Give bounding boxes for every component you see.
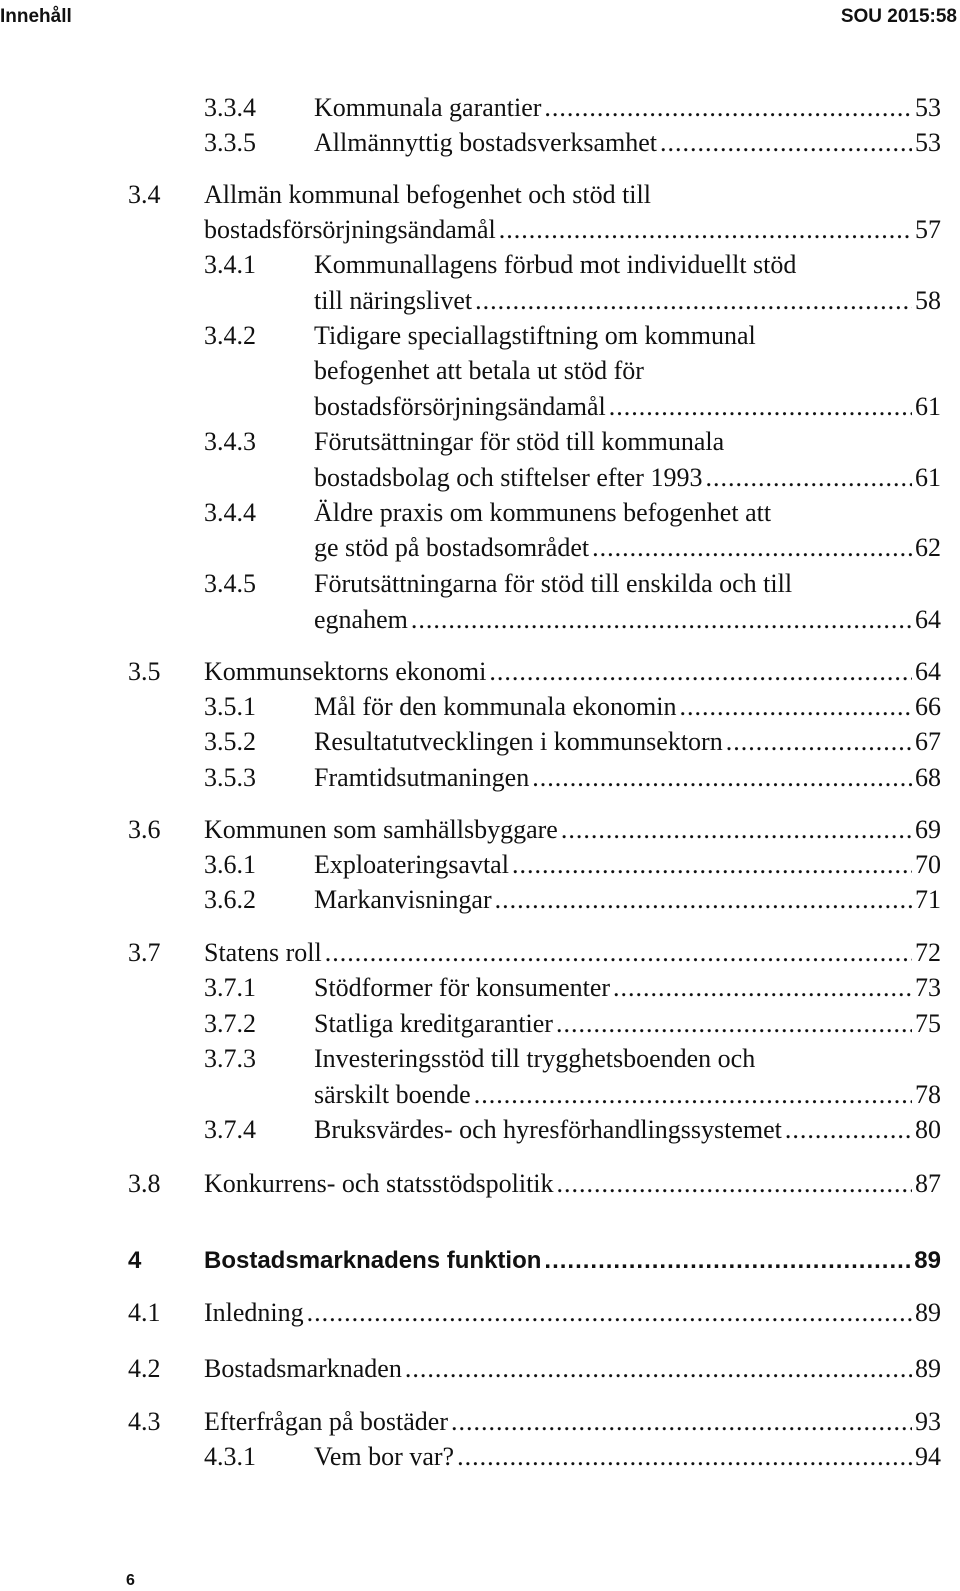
dot-leader	[705, 460, 912, 495]
toc-entry-dotted-line	[314, 1439, 941, 1474]
toc-entry-dotted-line	[314, 460, 941, 495]
dot-leader	[544, 1243, 911, 1278]
toc-entry-title: Markanvisningar	[314, 885, 492, 914]
toc-entry-title: Kommunen som samhällsbyggare	[204, 815, 558, 844]
toc-entry-number: 3.3.4	[204, 93, 256, 122]
toc-entry-title-line: Kommunallagens förbud mot individuellt stöd	[314, 250, 797, 279]
toc-entry-dotted-line	[314, 882, 941, 917]
toc-entry-page: 66	[915, 692, 941, 721]
toc-entry-title: Bostadsmarknaden	[204, 1354, 402, 1383]
toc-entry-page: 73	[915, 973, 941, 1002]
toc-entry-number: 3.7.3	[204, 1044, 256, 1073]
toc-entry-page: 78	[915, 1080, 941, 1109]
toc-entry-page: 64	[915, 657, 941, 686]
toc-entry-number: 3.7.4	[204, 1115, 256, 1144]
dot-leader	[489, 654, 912, 689]
dot-leader	[557, 1166, 912, 1201]
dot-leader	[609, 389, 912, 424]
toc-entry-number: 3.4.5	[204, 569, 256, 598]
toc-entry-page: 89	[915, 1354, 941, 1383]
dot-leader	[405, 1351, 912, 1386]
toc-entry-number: 4.3	[128, 1407, 161, 1436]
toc-entry-title: Kommunsektorns ekonomi	[204, 657, 487, 686]
toc-entry-page: 94	[915, 1442, 941, 1471]
toc-entry-title-line: Investeringsstöd till trygghetsboenden och	[314, 1044, 756, 1073]
dot-leader	[785, 1112, 912, 1147]
dot-leader	[307, 1295, 912, 1330]
page-number: 6	[126, 1572, 135, 1589]
toc-entry-page: 93	[915, 1407, 941, 1436]
toc-entry-dotted-line	[314, 689, 941, 724]
toc-entry-number: 3.5.3	[204, 763, 256, 792]
toc-entry-number: 3.6	[128, 815, 161, 844]
toc-chapter-title: Bostadsmarknadens funktion	[204, 1247, 542, 1274]
dot-leader	[544, 90, 912, 125]
toc-entry-dotted-line	[204, 1295, 941, 1330]
toc-entry-title: ge stöd på bostadsområdet	[314, 533, 590, 562]
toc-entry-page: 71	[915, 885, 941, 914]
toc-entry-title: Mål för den kommunala ekonomin	[314, 692, 677, 721]
toc-entry-title: egnahem	[314, 605, 408, 634]
toc-entry-title: Statliga kreditgarantier	[314, 1009, 553, 1038]
toc-entry-dotted-line	[204, 1166, 941, 1201]
toc-entry-page: 61	[915, 463, 941, 492]
dot-leader	[561, 812, 912, 847]
toc-entry-dotted-line	[314, 847, 941, 882]
toc-entry-number: 3.5	[128, 657, 161, 686]
header-document-id: SOU 2015:58	[840, 6, 957, 27]
toc-entry-dotted-line	[204, 1404, 941, 1439]
toc-entry-page: 89	[915, 1298, 941, 1327]
dot-leader	[474, 1077, 912, 1112]
toc-entry-number: 3.4.4	[204, 498, 256, 527]
toc-entry-page: 62	[915, 533, 941, 562]
toc-entry-dotted-line	[314, 1077, 941, 1112]
toc-entry-title: till näringslivet	[314, 286, 473, 315]
toc-entry-title: Konkurrens- och statsstödspolitik	[204, 1169, 554, 1198]
dot-leader	[613, 970, 912, 1005]
toc-entry-title: bostadsbolag och stiftelser efter 1993	[314, 463, 703, 492]
dot-leader	[592, 530, 912, 565]
toc-entry-dotted-line	[204, 812, 941, 847]
toc-entry-title: bostadsförsörjningsändamål	[204, 215, 496, 244]
toc-chapter-page: 89	[914, 1247, 941, 1274]
toc-entry-number: 4.3.1	[204, 1442, 256, 1471]
toc-entry-page: 61	[915, 392, 941, 421]
toc-entry-number: 3.5.2	[204, 727, 256, 756]
toc-entry-dotted-line	[314, 283, 941, 318]
toc-entry-page: 80	[915, 1115, 941, 1144]
toc-entry-number: 3.4	[128, 180, 161, 209]
toc-entry-number: 3.4.3	[204, 427, 256, 456]
toc-entry-page: 75	[915, 1009, 941, 1038]
toc-entry-dotted-line	[314, 1112, 941, 1147]
toc-entry-title-line: befogenhet att betala ut stöd för	[314, 356, 644, 385]
toc-entry-title: Vem bor var?	[314, 1442, 455, 1471]
toc-entry-page: 53	[915, 93, 941, 122]
toc-entry-dotted-line	[314, 530, 941, 565]
toc-entry-number: 3.7.1	[204, 973, 256, 1002]
dot-leader	[451, 1404, 912, 1439]
toc-entry-title: Exploateringsavtal	[314, 850, 509, 879]
toc-entry-title: Allmännyttig bostadsverksamhet	[314, 128, 658, 157]
toc-entry-dotted-line	[314, 90, 941, 125]
dot-leader	[499, 212, 912, 247]
toc-entry-number: 3.5.1	[204, 692, 256, 721]
toc-entry-title-line: Tidigare speciallagstiftning om kommunal	[314, 321, 756, 350]
dot-leader	[457, 1439, 912, 1474]
toc-entry-title: Statens roll	[204, 938, 322, 967]
toc-entry-number: 3.7.2	[204, 1009, 256, 1038]
toc-entry-dotted-line	[314, 724, 941, 759]
toc-entry-dotted-line	[314, 602, 941, 637]
dot-leader	[660, 125, 912, 160]
toc-entry-title: särskilt boende	[314, 1080, 471, 1109]
toc-entry-dotted-line	[314, 125, 941, 160]
toc-chapter-dotted-line	[204, 1243, 941, 1278]
toc-entry-number: 3.6.2	[204, 885, 256, 914]
toc-entry-title-line: Äldre praxis om kommunens befogenhet att	[314, 498, 772, 527]
toc-entry-number: 4.1	[128, 1298, 161, 1327]
dot-leader	[532, 760, 912, 795]
dot-leader	[411, 602, 912, 637]
toc-entry-number: 4.2	[128, 1354, 161, 1383]
dot-leader	[556, 1006, 912, 1041]
toc-entry-dotted-line	[204, 654, 941, 689]
toc-entry-page: 67	[915, 727, 941, 756]
dot-leader	[325, 935, 912, 970]
toc-entry-number: 3.3.5	[204, 128, 256, 157]
toc-entry-title-line: Allmän kommunal befogenhet och stöd till	[204, 180, 651, 209]
header-section-title: Innehåll	[0, 6, 72, 27]
toc-entry-page: 72	[915, 938, 941, 967]
toc-entry-title: Resultatutvecklingen i kommunsektorn	[314, 727, 723, 756]
toc-entry-page: 68	[915, 763, 941, 792]
dot-leader	[495, 882, 912, 917]
toc-entry-dotted-line	[204, 1351, 941, 1386]
toc-entry-title: bostadsförsörjningsändamål	[314, 392, 606, 421]
toc-entry-page: 53	[915, 128, 941, 157]
toc-entry-page: 57	[915, 215, 941, 244]
toc-entry-title-line: Förutsättningarna för stöd till enskilda och till	[314, 569, 793, 598]
toc-entry-title: Framtidsutmaningen	[314, 763, 530, 792]
toc-entry-title-line: Förutsättningar för stöd till kommunala	[314, 427, 725, 456]
toc-entry-page: 87	[915, 1169, 941, 1198]
dot-leader	[679, 689, 912, 724]
toc-entry-dotted-line	[314, 389, 941, 424]
toc-entry-dotted-line	[314, 970, 941, 1005]
toc-entry-page: 58	[915, 286, 941, 315]
dot-leader	[512, 847, 912, 882]
toc-entry-dotted-line	[314, 1006, 941, 1041]
toc-entry-number: 3.8	[128, 1169, 161, 1198]
toc-entry-page: 64	[915, 605, 941, 634]
toc-entry-title: Efterfrågan på bostäder	[204, 1407, 448, 1436]
toc-entry-number: 3.7	[128, 938, 161, 967]
dot-leader	[726, 724, 912, 759]
toc-entry-number: 3.6.1	[204, 850, 256, 879]
toc-entry-dotted-line	[314, 760, 941, 795]
toc-entry-page: 69	[915, 815, 941, 844]
toc-entry-title: Stödformer för konsumenter	[314, 973, 611, 1002]
toc-entry-number: 3.4.2	[204, 321, 256, 350]
toc-entry-title: Kommunala garantier	[314, 93, 542, 122]
toc-chapter-number: 4	[128, 1247, 142, 1274]
dot-leader	[475, 283, 912, 318]
toc-entry-dotted-line	[204, 212, 941, 247]
toc-entry-title: Inledning	[204, 1298, 304, 1327]
toc-entry-title: Bruksvärdes- och hyresförhandlingssystemet	[314, 1115, 782, 1144]
toc-entry-page: 70	[915, 850, 941, 879]
toc-entry-dotted-line	[204, 935, 941, 970]
toc-entry-number: 3.4.1	[204, 250, 256, 279]
